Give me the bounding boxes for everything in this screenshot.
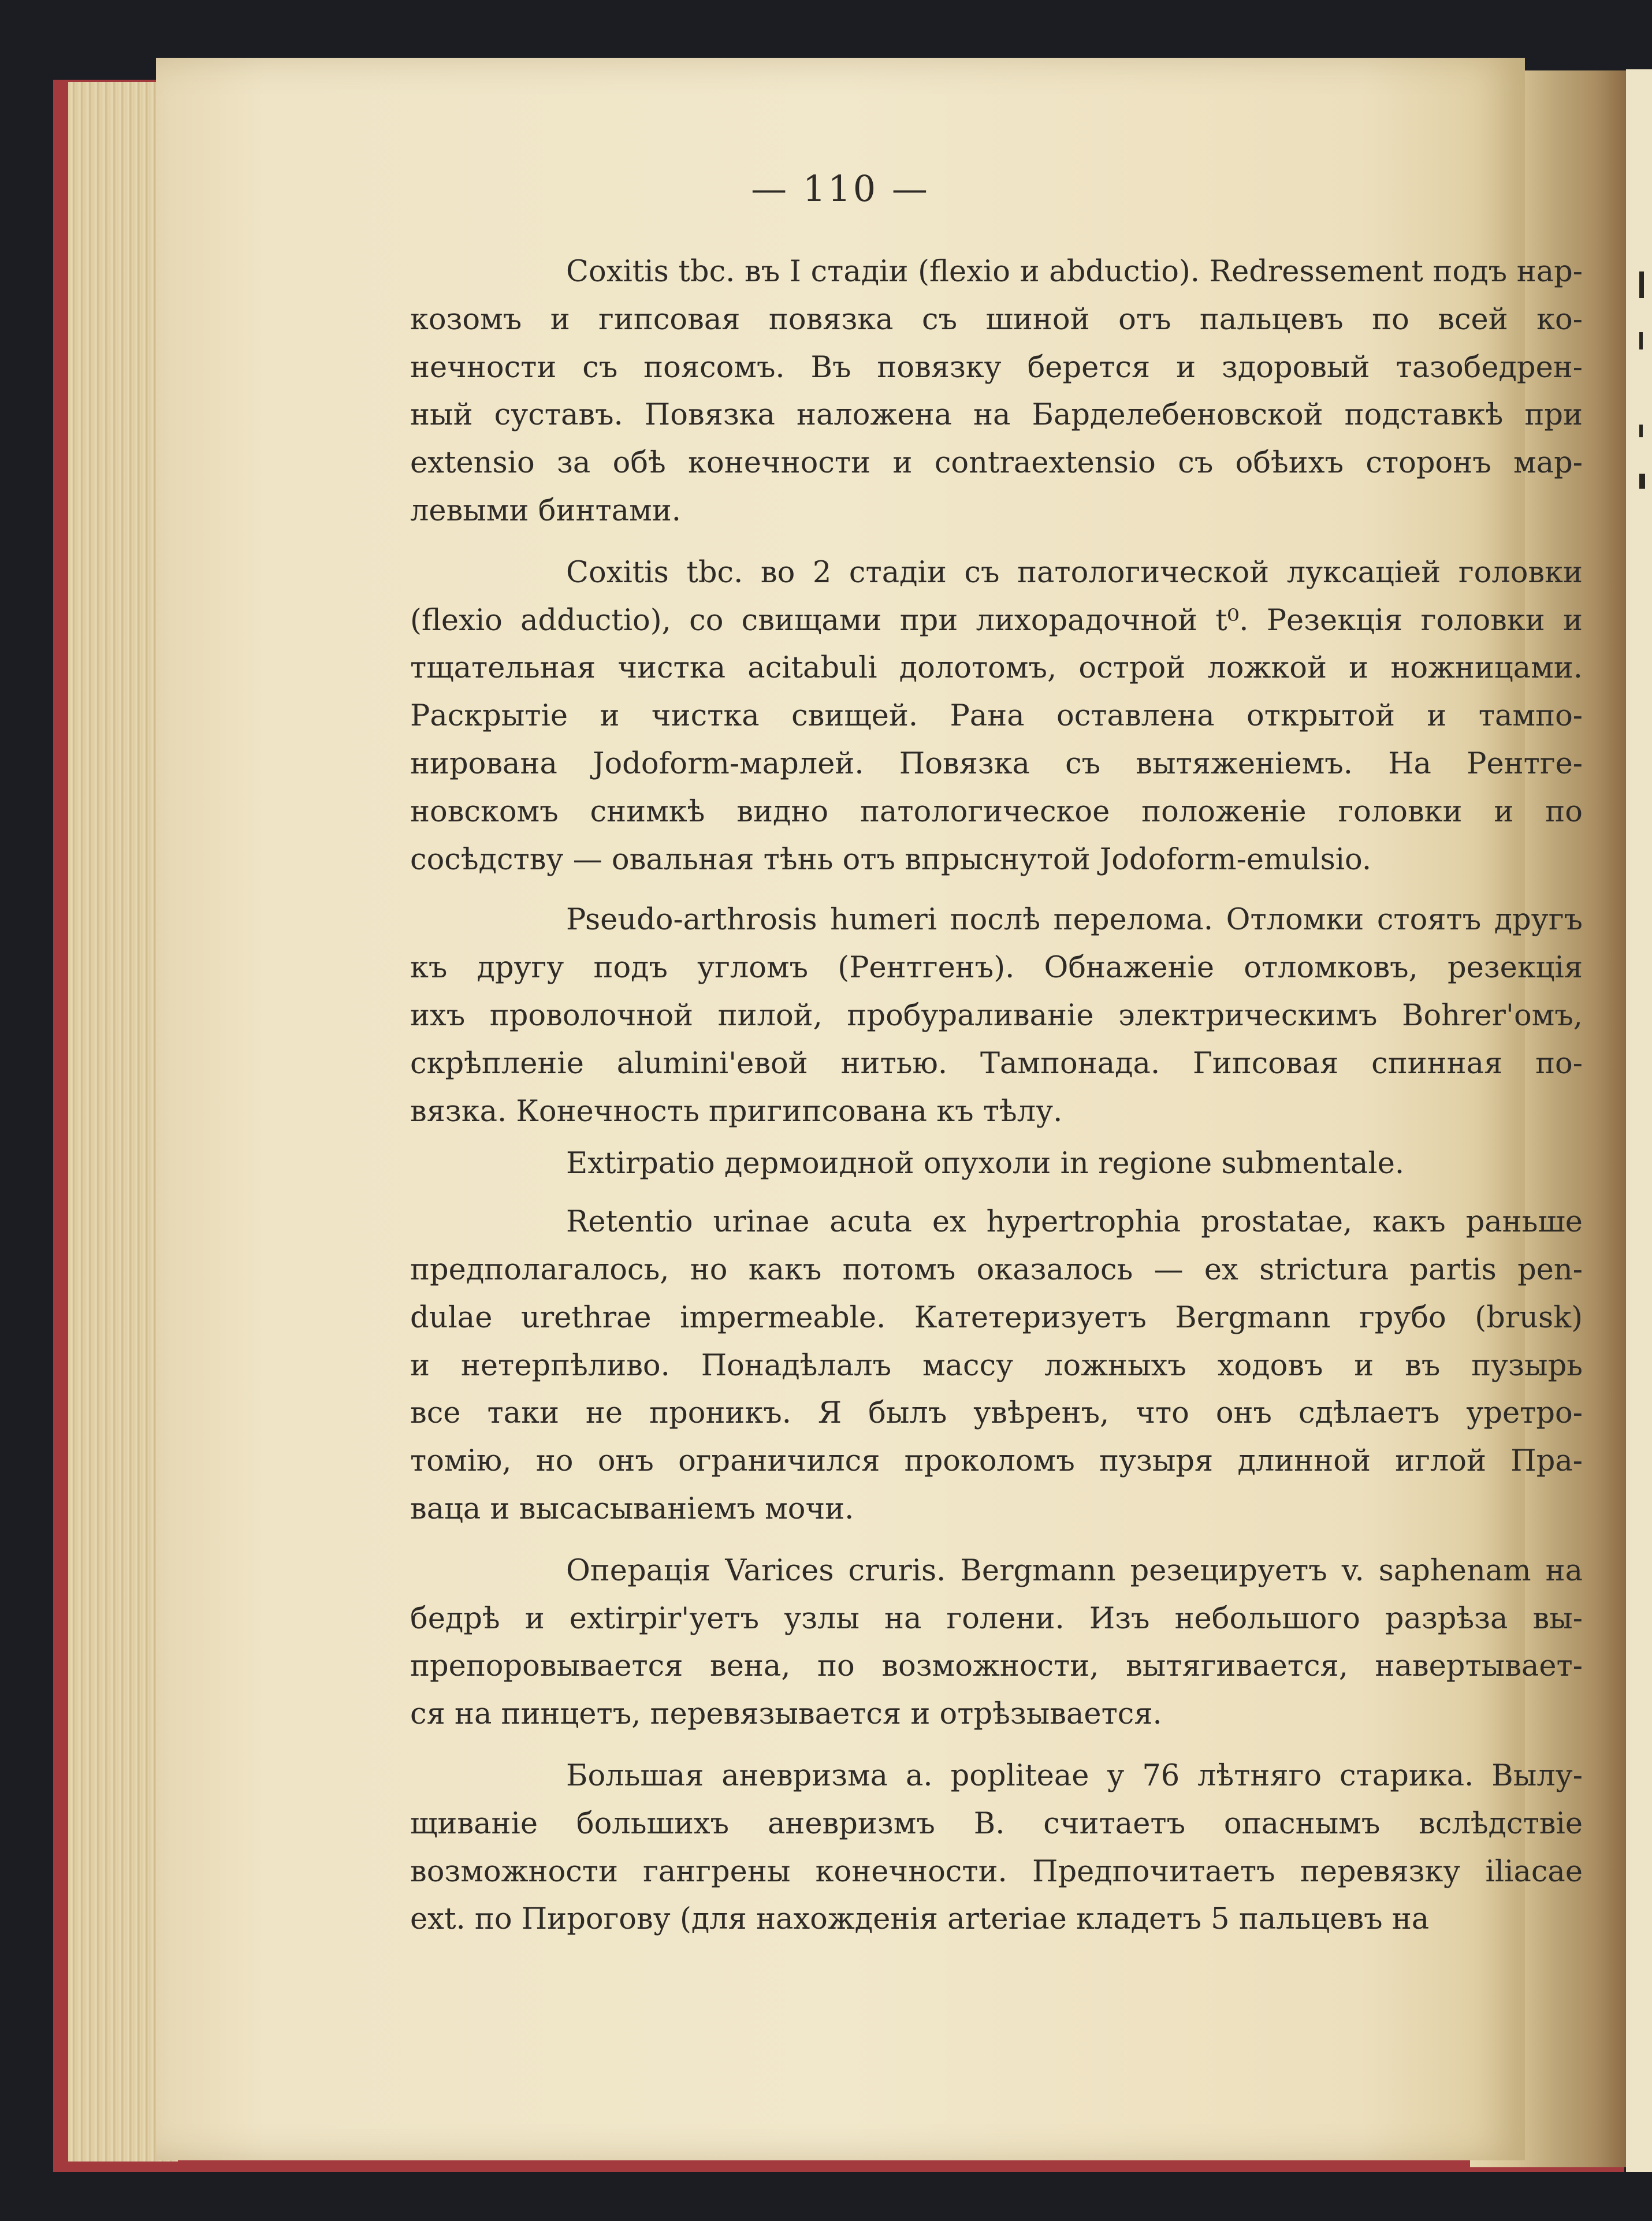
paragraph [410,1547,1583,1739]
text-line: Extirpatio дермоидной опухоли in regione submentale. [566,1147,1405,1181]
text-line: Раскрытіе и чистка свищей. Рана оставлена открытой и тампо- [410,699,1583,734]
page-text [410,248,1583,1944]
text-line: возможности гангрены конечности. Предпочитаетъ перевязку iliacae [410,1854,1583,1889]
paragraph [410,549,1583,884]
text-line: Операція Varices cruris. Bergmann резецируетъ v. saphenam на [566,1553,1583,1588]
paragraph [410,896,1583,1136]
text-line: ся на пинцетъ, перевязывается и отрѣзывается. [410,1697,1162,1732]
text-line: сосѣдству — овальная тѣнь отъ впрыснутой Jodoform-emulsio. [410,842,1372,877]
text-line: козомъ и гипсовая повязка съ шиной отъ пальцевъ по всей ко- [410,302,1583,337]
text-line: скрѣпленіе alumini'евой нитью. Тампонада. Гипсовая спинная по- [410,1046,1583,1081]
text-line: къ другу подъ угломъ (Рентгенъ). Обнаженіе отломковъ, резекція [410,951,1583,985]
text-line: Pseudo-arthrosis humeri послѣ перелома. Отломки стоятъ другъ [566,903,1583,937]
paragraph [410,1753,1583,1944]
text-line: левыми бинтами. [410,493,681,528]
text-line: нечности съ поясомъ. Въ повязку берется и здоровый тазобедрен- [410,350,1583,385]
text-line: тщательная чистка acitabuli долотомъ, острой ложкой и ножницами. [410,651,1583,686]
paragraph [410,1140,1583,1188]
text-line: Retentio urinae acuta ex hypertrophia prostatae, какъ раньше [566,1205,1583,1240]
next-page-edge [1626,69,1652,2172]
text-line: dulae urethrae impermeable. Катетеризуетъ Bergmann грубо (brusk) [410,1300,1583,1335]
text-line: щиваніе большихъ аневризмъ В. считаетъ опаснымъ вслѣдствіе [410,1806,1583,1841]
text-line: ихъ проволочной пилой, пробураливаніе электрическимъ Bohrer'омъ, [410,998,1583,1033]
text-line: и нетерпѣливо. Понадѣлалъ массу ложныхъ ходовъ и въ пузырь [410,1348,1583,1383]
text-line: все таки не проникъ. Я былъ увѣренъ, что онъ сдѣлаетъ уретро- [410,1396,1583,1431]
book-page [156,58,1583,2160]
text-line: ext. по Пирогову (для нахожденія arteriae кладетъ 5 пальцевъ на [410,1902,1430,1937]
text-line: нирована Jodoform-марлей. Повязка съ вытяженіемъ. На Рентге- [410,746,1583,781]
text-line: вязка. Конечность пригипсована къ тѣлу. [410,1094,1063,1129]
next-page-glyph [1639,332,1643,349]
text-line: (flexio adductio), со свищами при лихорадочной t⁰. Резекція головки и [410,603,1583,638]
text-line: предполагалось, но какъ потомъ оказалось — ex strictura partis pen- [410,1252,1583,1287]
text-line: бедрѣ и extirpir'уетъ узлы на голени. Изъ небольшого разрѣза вы- [410,1601,1583,1636]
text-line: Coxitis tbc. въ I стадіи (flexio и abductio). Redressement подъ нар- [566,255,1583,289]
page-number: — 110 — [751,168,930,210]
text-line: томію, но онъ ограничился проколомъ пузыря длинной иглой Пра- [410,1444,1583,1479]
text-line: новскомъ снимкѣ видно патологическое положеніе головки и по [410,794,1583,829]
text-line: Coxitis tbc. во 2 стадіи съ патологической луксаціей головки [566,555,1583,590]
paragraph [410,248,1583,535]
text-line: ный суставъ. Повязка наложена на Барделебеновской подставкѣ при [410,398,1583,433]
text-line: ваца и высасываніемъ мочи. [410,1491,854,1526]
next-page-glyph [1639,271,1644,298]
text-line: Большая аневризма a. popliteae у 76 лѣтняго старика. Вылу- [566,1758,1583,1793]
text-line: препоровывается вена, по возможности, вытягивается, навертывает- [410,1649,1583,1684]
text-line: extensio за обѣ конечности и contraextensio съ обѣихъ сторонъ мар- [410,446,1583,481]
next-page-glyph [1639,474,1645,489]
paragraph [410,1199,1583,1534]
next-page-glyph [1639,425,1643,437]
